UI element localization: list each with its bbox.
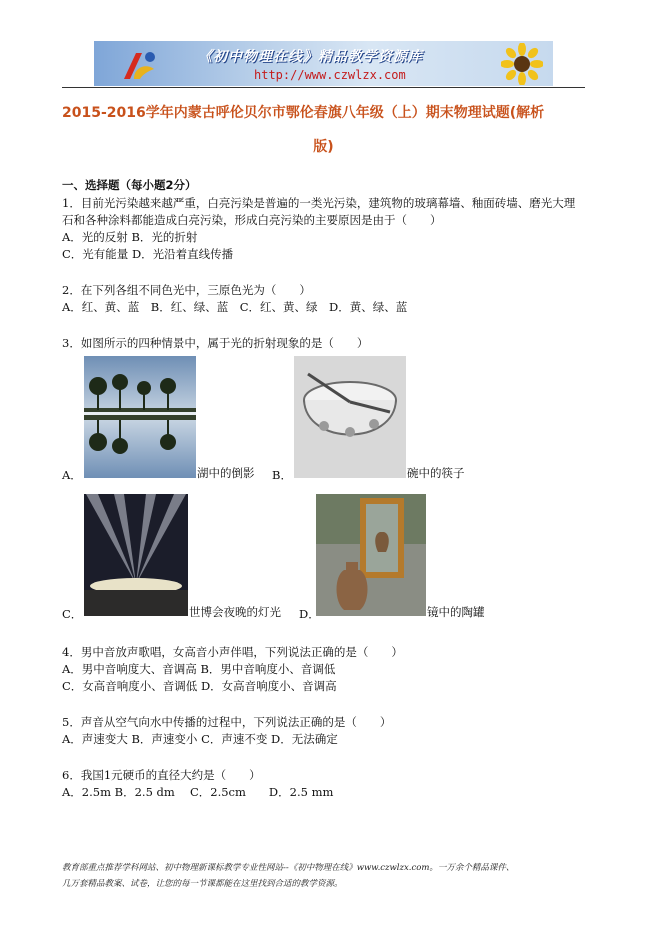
- header-banner: [94, 41, 553, 86]
- banner-title: 《初中物理在线》精品教学资源库: [198, 49, 423, 65]
- q3-stem: 3．如图所示的四种情景中，属于光的折射现象的是（ ）: [62, 336, 369, 350]
- q6-stem: 6．我国1元硬币的直径大约是（ ）: [62, 768, 261, 782]
- q6-options: A．2.5m B．2.5 dm C．2.5cm D．2.5 mm: [62, 785, 334, 799]
- q3-option-a-letter: A．: [62, 468, 82, 482]
- q3-option-d-caption: 镜中的陶罐: [427, 605, 485, 619]
- footer-line2: 几万套精品教案、试卷，让您的每一节课都能在这里找到合适的教学资源。: [62, 879, 343, 889]
- page-title: [62, 96, 585, 164]
- footer-line1: 教育部重点推荐学科网站、初中物理新课标教学专业性网站--《初中物理在线》www.czwlzx.com。一万余个精品课件、: [62, 863, 515, 873]
- q1-stem-line2: 石和各种涂料都能造成白亮污染，形成白亮污染的主要原因是由于（ ）: [62, 213, 442, 227]
- section-heading: 一、选择题（每小题2分）: [62, 178, 197, 192]
- header-rule: [62, 87, 585, 88]
- q4-stem: 4．男中音放声歌唱，女高音小声伴唱，下列说法正确的是（ ）: [62, 645, 403, 659]
- banner-url[interactable]: http://www.czwlzx.com: [254, 68, 406, 82]
- q1-options-ab: A．光的反射 B．光的折射: [62, 230, 198, 244]
- q2-options: A．红、黄、蓝 B．红、绿、蓝 C．红、黄、绿 D．黄、绿、蓝: [62, 300, 408, 314]
- q1-stem-line1: 1．目前光污染越来越严重，白亮污染是普遍的一类光污染，建筑物的玻璃幕墙、釉面砖墙、磨光大理: [62, 196, 576, 210]
- q3-option-c-letter: C．: [62, 607, 83, 621]
- page-title-line1: 2015-2016学年内蒙古呼伦贝尔市鄂伦春旗八年级（上）期末物理试题(解析: [62, 105, 545, 121]
- q4-options-ab: A．男中音响度大、音调高 B．男中音响度小、音调低: [62, 662, 336, 676]
- sunflower-icon: [501, 43, 543, 85]
- expo-night-lights-image: [84, 494, 188, 616]
- site-logo-icon: [120, 47, 160, 83]
- q3-option-b-caption: 碗中的筷子: [407, 466, 465, 480]
- q3-option-b-letter: B．: [272, 468, 292, 482]
- q5-options: A．声速变大 B．声速变小 C．声速不变 D．无法确定: [62, 732, 338, 746]
- q2-stem: 2．在下列各组不同色光中，三原色光为（ ）: [62, 283, 311, 297]
- q5-stem: 5．声音从空气向水中传播的过程中，下列说法正确的是（ ）: [62, 715, 392, 729]
- bowl-chopsticks-image: [294, 356, 406, 478]
- page-title-line2: 版): [313, 139, 334, 155]
- q1-options-cd: C．光有能量 D．光沿着直线传播: [62, 247, 234, 261]
- lake-reflection-image: [84, 356, 196, 478]
- vase-mirror-image: [316, 494, 426, 616]
- page-footer: [62, 860, 602, 892]
- q4-options-cd: C．女高音响度小、音调低 D．女高音响度小、音调高: [62, 679, 337, 693]
- q3-option-a-caption: 湖中的倒影: [197, 466, 255, 480]
- q3-option-c-caption: 世博会夜晚的灯光: [189, 605, 281, 619]
- q3-option-d-letter: D．: [299, 607, 320, 621]
